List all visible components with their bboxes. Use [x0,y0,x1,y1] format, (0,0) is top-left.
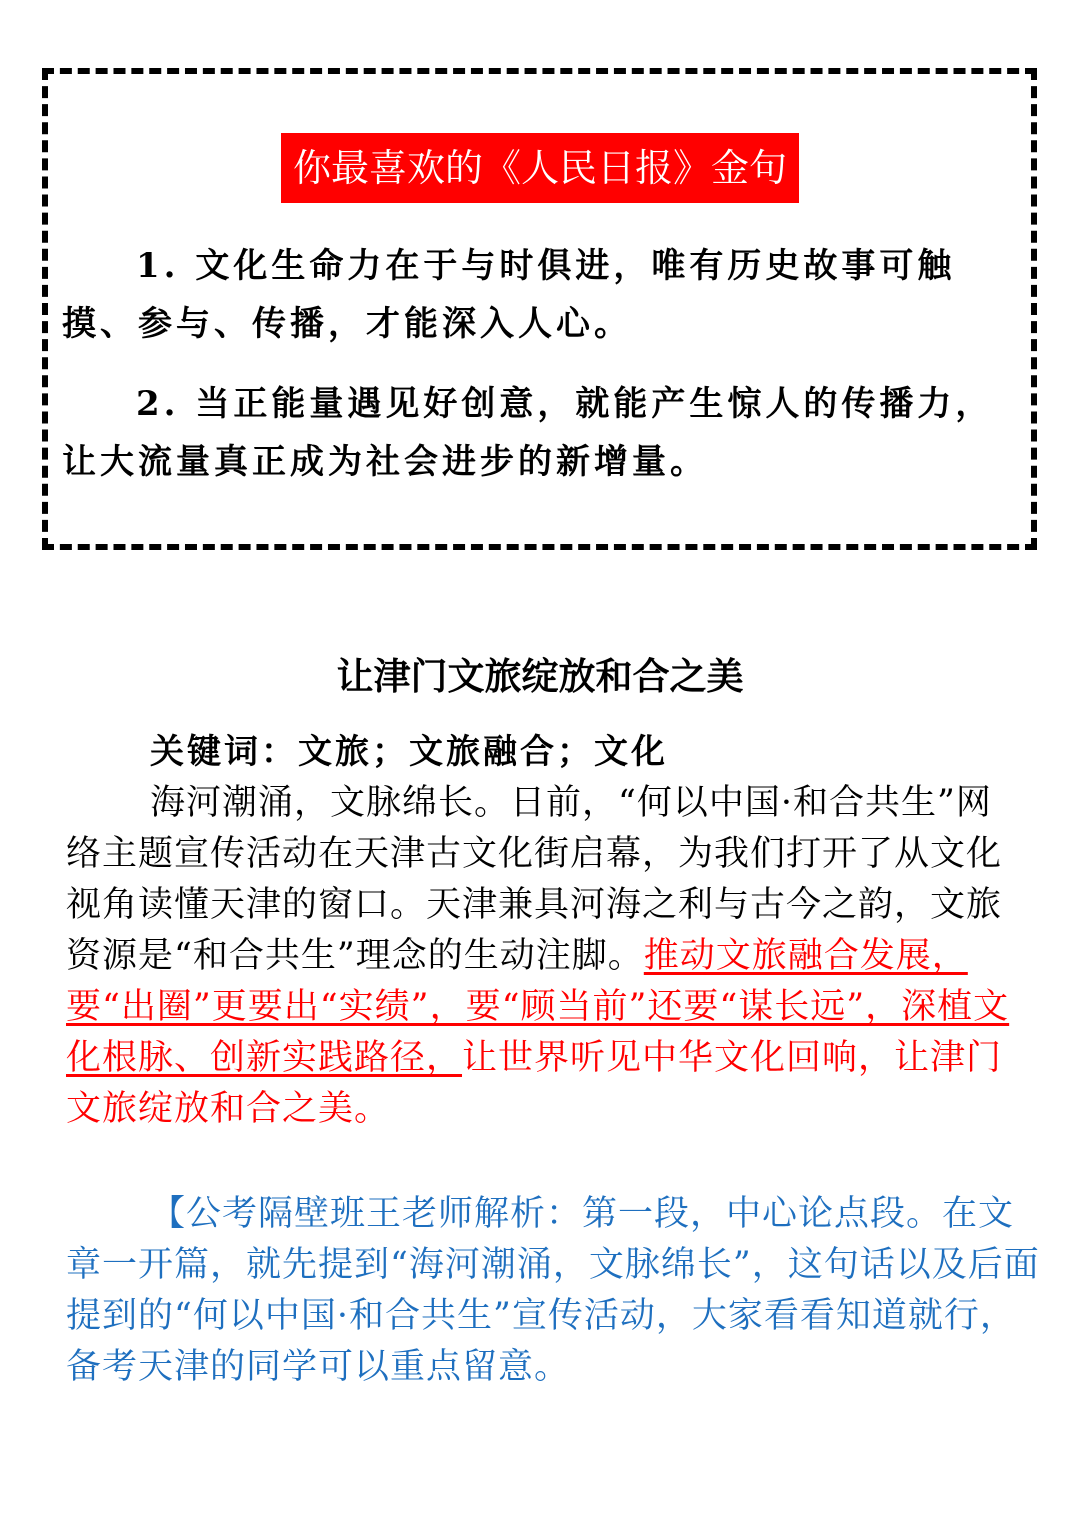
quote-item-1: 1. 文化生命力在于与时俱进，唯有历史故事可触摸、参与、传播，才能深入人心。 [62,246,956,344]
paragraph-plain-text: 海河潮涌，文脉绵长。日前，“何以中国·和合共生”网络主题宣传活动在天津古文化街启幕，为我们打开了从文化视角读懂天津的窗口。天津兼具河海之利与古今之韵，文旅资源是“和合共生”理念的生动注脚。 [66,783,1003,976]
paragraph-highlight-underlined: 推动文旅融合发展，要“出圈”更要出“实绩”，要“顾当前”还要“谋长远”，深植文化根脉、创新实践路径， [66,936,1010,1078]
quote-item-2: 2. 当正能量遇见好创意，就能产生惊人的传播力，让大流量真正成为社会进步的新增量。 [62,384,994,482]
quote-box-banner: 你最喜欢的《人民日报》金句 [281,133,799,203]
paragraph-highlight-plain: 让世界听见中华文化回响，让津门文旅绽放和合之美。 [66,1038,1003,1129]
teacher-analysis: 【公考隔壁班王老师解析：第一段，中心论点段。在文章一开篇，就先提到“海河潮涌，文脉绵长”，这句话以及后面提到的“何以中国·和合共生”宣传活动，大家看看知道就行，备考天津的同学可以重点留意。 [66,1194,1040,1387]
article-paragraph [66,778,1016,1135]
article-keywords: 关键词：文旅；文旅融合；文化 [150,732,668,772]
article-title: 让津门文旅绽放和合之美 [336,654,744,698]
